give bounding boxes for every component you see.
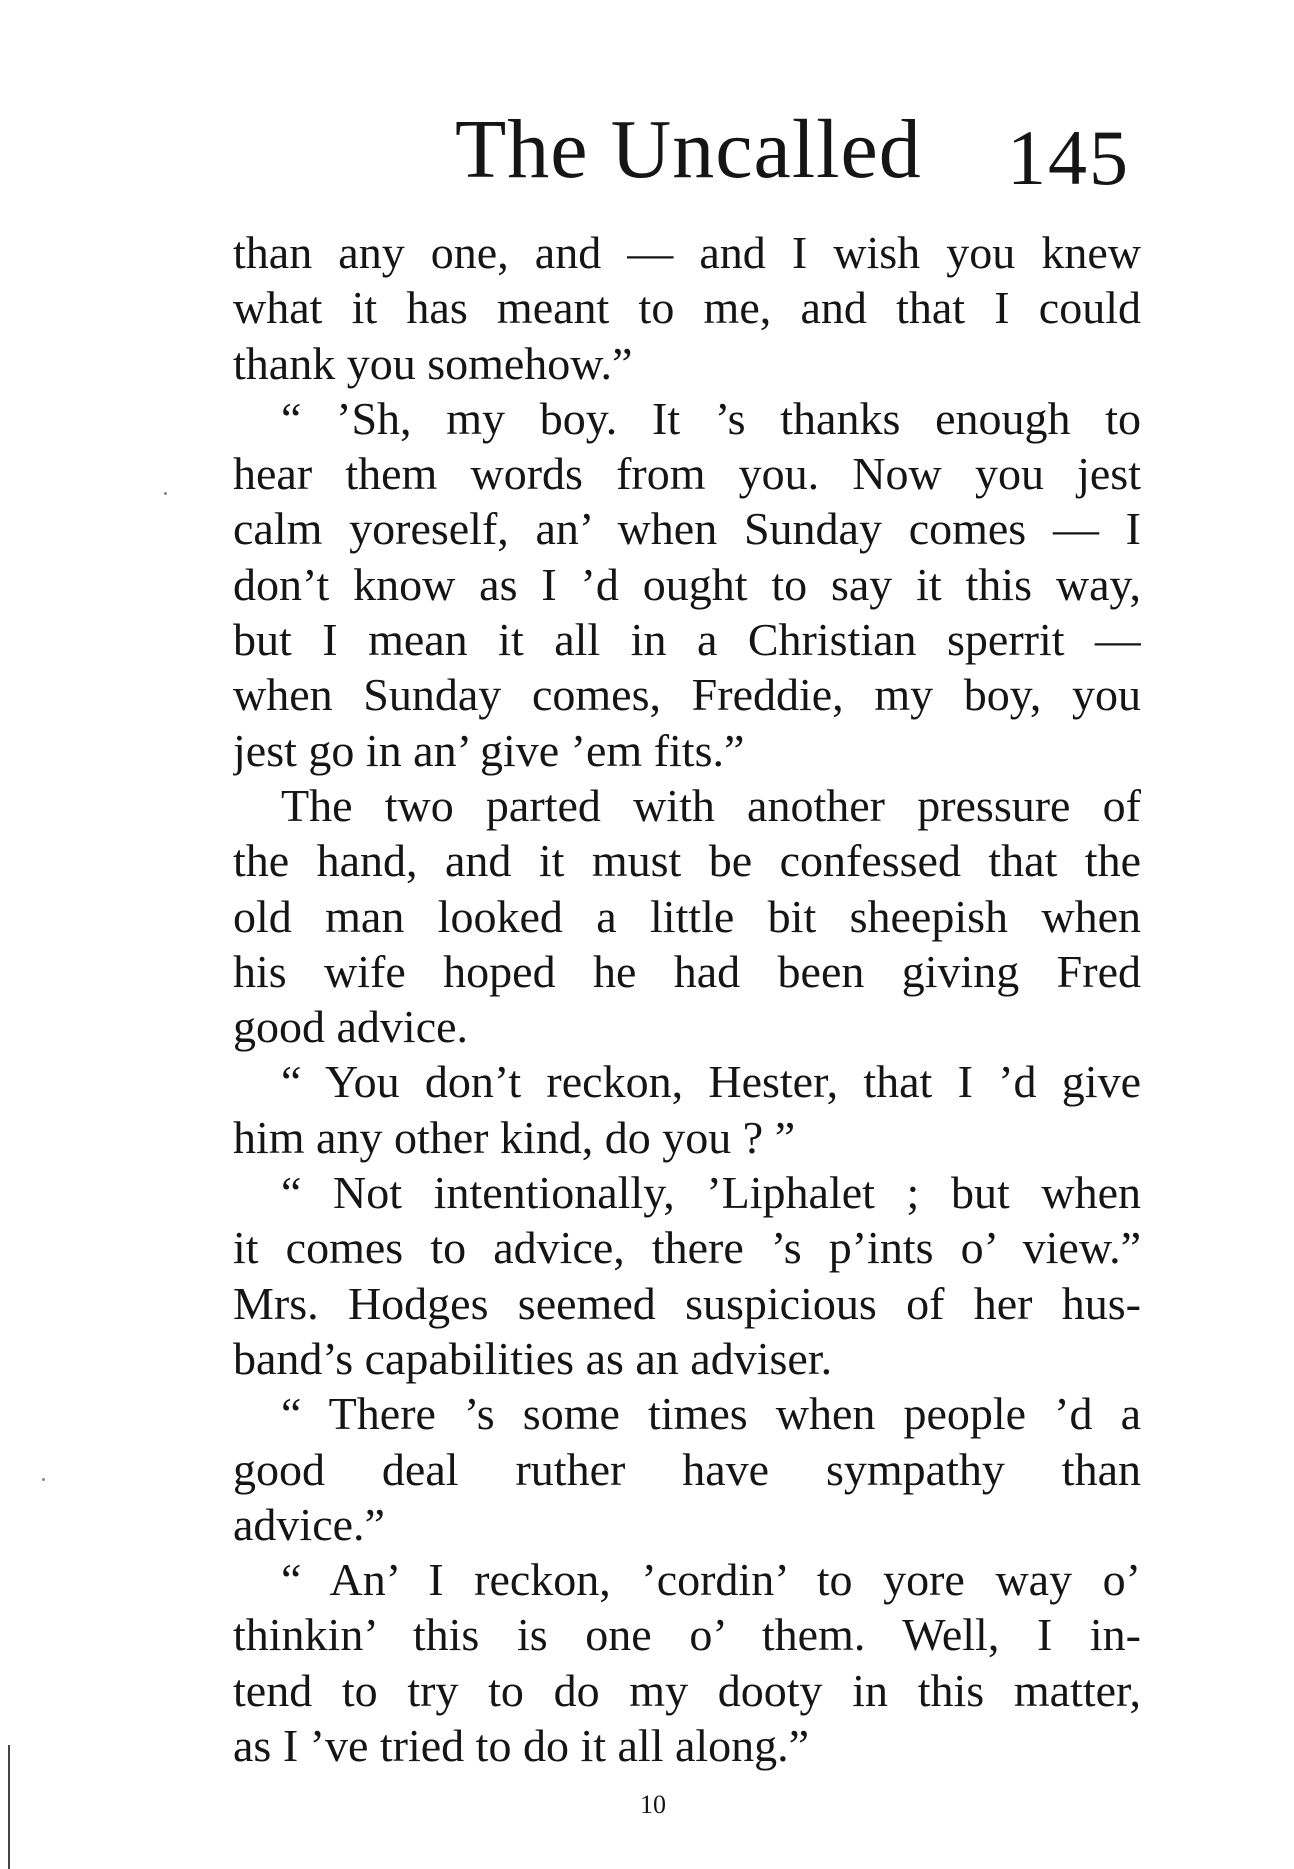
text-line: old man looked a little bit sheepish when (233, 890, 1141, 942)
text-line: calm yoreself, an’ when Sunday comes — I (233, 503, 1141, 555)
text-line: “ ’Sh, my boy. It ’s thanks enough to (281, 392, 1141, 444)
text-line: “ You don’t reckon, Hester, that I ’d give (281, 1056, 1141, 1108)
text-line: the hand, and it must be confessed that the (233, 835, 1141, 887)
text-line: advice.” (233, 1498, 385, 1550)
scan-speck (164, 492, 167, 495)
body-text (233, 225, 1141, 1773)
text-line: good advice. (233, 1001, 469, 1053)
text-line: than any one, and — and I wish you knew (233, 227, 1141, 278)
scan-speck (42, 1478, 45, 1481)
text-line: don’t know as I ’d ought to say it this way, (233, 558, 1141, 610)
text-line: thinkin’ this is one o’ them. Well, I in- (233, 1609, 1141, 1661)
text-line: him any other kind, do you ? ” (233, 1111, 796, 1163)
scan-margin-mark (8, 1745, 10, 1869)
text-line: Mrs. Hodges seemed suspicious of her hus- (233, 1277, 1141, 1329)
text-line: what it has meant to me, and that I could (233, 282, 1141, 334)
text-line: hear them words from you. Now you jest (233, 448, 1141, 500)
text-line: band’s capabilities as an adviser. (233, 1332, 833, 1384)
text-line: “ There ’s some times when people ’d a (281, 1388, 1141, 1440)
text-line: “ An’ I reckon, ’cordin’ to yore way o’ (281, 1554, 1141, 1606)
page-number: 145 (1007, 114, 1130, 201)
text-line: when Sunday comes, Freddie, my boy, you (233, 669, 1141, 721)
text-line: but I mean it all in a Christian sperrit — (233, 614, 1141, 666)
text-line: as I ’ve tried to do it all along.” (233, 1720, 810, 1772)
running-title: The Uncalled (455, 103, 922, 196)
text-line: “ Not intentionally, ’Liphalet ; but when (281, 1167, 1141, 1219)
text-line: it comes to advice, there ’s p’ints o’ view.” (233, 1222, 1141, 1274)
text-line: thank you somehow.” (233, 337, 633, 389)
signature-mark: 10 (640, 1790, 666, 1819)
text-line: his wife hoped he had been giving Fred (233, 945, 1141, 997)
text-line: good deal ruther have sympathy than (233, 1443, 1141, 1495)
running-header (455, 103, 1130, 201)
text-line: jest go in an’ give ’em fits.” (233, 724, 745, 776)
text-line: The two parted with another pressure of (281, 779, 1141, 831)
text-line: tend to try to do my dooty in this matter, (233, 1664, 1141, 1716)
